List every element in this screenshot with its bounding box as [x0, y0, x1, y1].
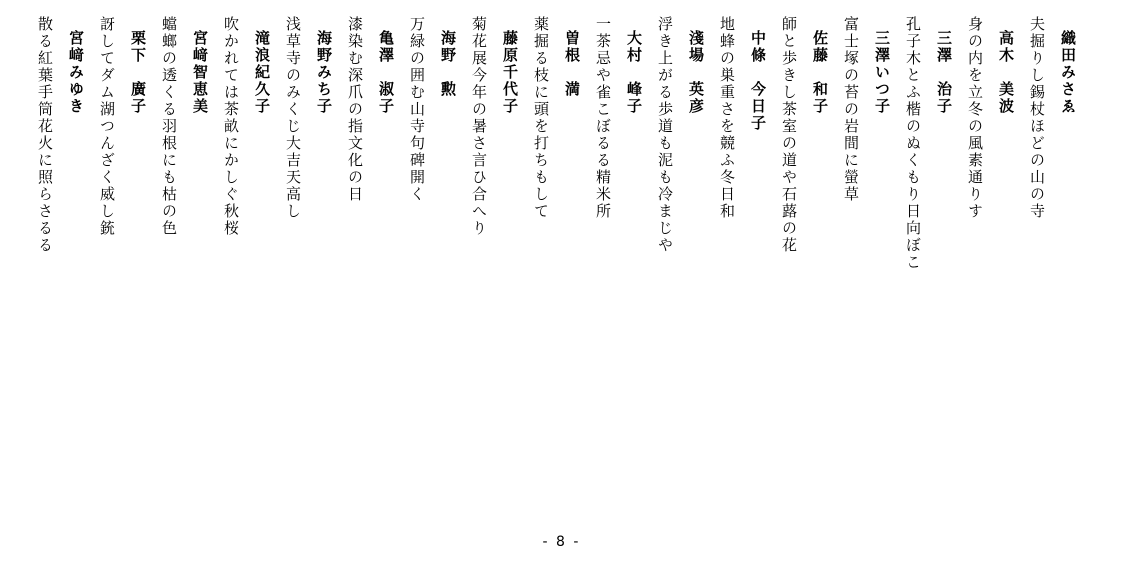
haiku-text: 身の内を立冬の風素通りす [966, 16, 984, 220]
author-name: 亀澤 淑子 [377, 30, 395, 115]
haiku-entry [401, 14, 463, 203]
haiku-entry [773, 14, 835, 254]
haiku-entry [91, 14, 153, 237]
author-name: 三澤 治子 [935, 30, 953, 115]
haiku-text: 師と歩きし茶室の道や石蕗の花 [780, 16, 798, 254]
haiku-text: 富士塚の苔の岩間に螢草 [842, 16, 860, 203]
haiku-entry [215, 14, 277, 237]
haiku-text: 万緑の囲む山寺句碑開く [408, 16, 426, 203]
author-name: 淺場 英彦 [687, 30, 705, 115]
haiku-text: 浮き上がる歩道も泥も冷まじや [656, 16, 674, 254]
author-name: 三澤いつ子 [873, 30, 891, 115]
haiku-text: 夫掘りし錫杖ほどの山の寺 [1028, 16, 1046, 220]
haiku-entry [835, 14, 897, 203]
author-name: 大村 峰子 [625, 30, 643, 115]
haiku-text: 蟷螂の透くる羽根にも枯の色 [160, 16, 178, 237]
haiku-entry [525, 14, 587, 220]
haiku-text: 菊花展今年の暑さ言ひ合へり [470, 16, 488, 237]
author-name: 織田みさゑ [1059, 30, 1077, 115]
author-name: 宮﨑みゆき [67, 30, 85, 115]
haiku-text: 浅草寺のみくじ大吉天高し [284, 16, 302, 220]
author-name: 曽根 満 [563, 30, 581, 98]
author-name: 佐藤 和子 [811, 30, 829, 115]
haiku-text: 薬掘る枝に頭を打ちもして [532, 16, 550, 220]
author-name: 宮﨑智恵美 [191, 30, 209, 115]
page-number: - 8 - [542, 534, 581, 550]
author-name: 栗下 廣子 [129, 30, 147, 115]
haiku-columns [29, 14, 1083, 494]
haiku-entry [463, 14, 525, 237]
author-name: 藤原千代子 [501, 30, 519, 115]
haiku-entry [587, 14, 649, 220]
haiku-entry [959, 14, 1021, 220]
author-name: 中條 今日子 [749, 30, 767, 132]
haiku-text: 一茶忌や雀こぼるる精米所 [594, 16, 612, 220]
haiku-text: 訝してダム湖つんざく威し銃 [98, 16, 116, 237]
author-name: 高木 美波 [997, 30, 1015, 115]
haiku-entry [277, 14, 339, 220]
haiku-entry [1021, 14, 1083, 220]
haiku-entry [29, 14, 91, 254]
author-name: 海野 勲 [439, 30, 457, 98]
haiku-entry [153, 14, 215, 237]
haiku-entry [649, 14, 711, 254]
haiku-entry [711, 14, 773, 220]
author-name: 滝浪紀久子 [253, 30, 271, 115]
haiku-entry [339, 14, 401, 203]
haiku-entry [897, 14, 959, 271]
haiku-text: 孔子木とふ楷のぬくもり日向ぼこ [904, 16, 922, 271]
haiku-text: 吹かれては茶畝にかしぐ秋桜 [222, 16, 240, 237]
author-name: 海野みち子 [315, 30, 333, 115]
haiku-text: 漆染む深爪の指文化の日 [346, 16, 364, 203]
haiku-text: 散る紅葉手筒花火に照らさるる [36, 16, 54, 254]
haiku-text: 地蜂の巣重さを競ふ冬日和 [718, 16, 736, 220]
